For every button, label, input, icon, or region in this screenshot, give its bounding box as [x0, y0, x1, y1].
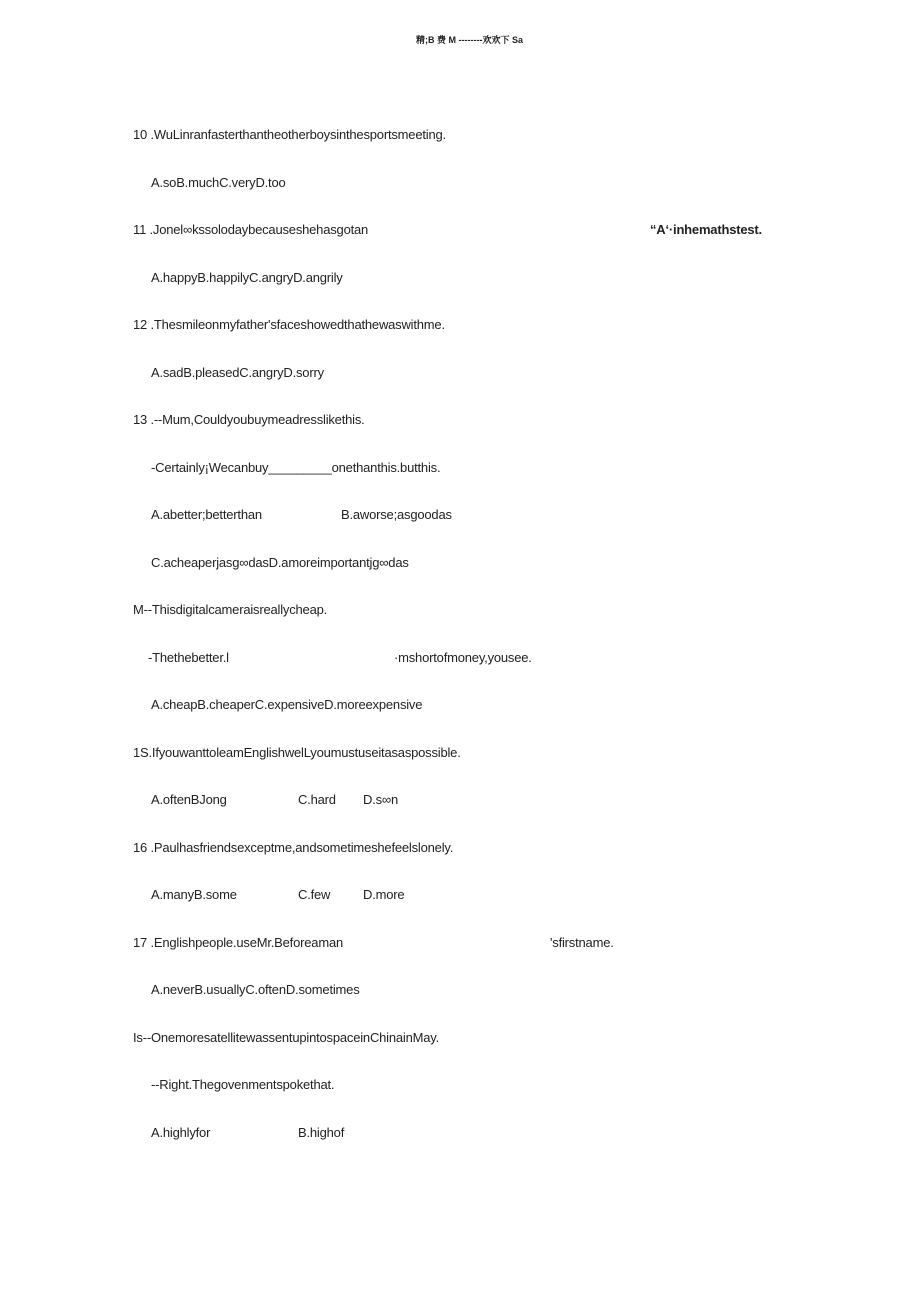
question-13-options-cd: C.acheaperjasg∞dasD.amoreimportantjg∞das	[151, 555, 409, 570]
question-17-options: A.neverB.usuallyC.oftenD.sometimes	[151, 982, 360, 997]
question-13-option-b: B.aworse;asgoodas	[341, 507, 452, 522]
question-13-option-a: A.abetter;betterthan	[151, 507, 262, 522]
question-10-options: A.soB.muchC.veryD.too	[151, 175, 286, 190]
question-14-options: A.cheapB.cheaperC.expensiveD.moreexpensive	[151, 697, 423, 712]
question-11: 11 .Jonel∞kssolodaybecauseshehasgotan	[133, 222, 369, 237]
question-18-option-b: B.highof	[298, 1125, 345, 1140]
question-16-options-ab: A.manyB.some	[151, 887, 237, 902]
question-17-continuation: 'sfirstname.	[550, 935, 614, 950]
question-11-continuation: “A‘·inhemathstest.	[650, 222, 762, 237]
question-15: 1S.IfyouwanttoleamEnglishwelLyoumustuseitasaspossible.	[133, 745, 461, 760]
question-18-reply: --Right.Thegovenmentspokethat.	[151, 1077, 335, 1092]
question-10: 10 .WuLinranfasterthantheotherboysinthesportsmeeting.	[133, 127, 446, 142]
question-15-option-c: C.hard	[298, 792, 336, 807]
question-14: M--Thisdigitalcameraisreallycheap.	[133, 602, 328, 617]
question-14-reply-start: -Thethebetter.l	[148, 650, 229, 665]
question-16-option-c: C.few	[298, 887, 331, 902]
question-16-option-d: D.more	[363, 887, 405, 902]
question-17: 17 .Englishpeople.useMr.Beforeaman	[133, 935, 344, 950]
question-13: 13 .--Mum,Couldyoubuymeadresslikethis.	[133, 412, 365, 427]
question-11-options: A.happyB.happilyC.angryD.angrily	[151, 270, 343, 285]
question-18-option-a: A.highlyfor	[151, 1125, 211, 1140]
question-13-reply: -Certainly¡Wecanbuy_________onethanthis.butthis.	[151, 460, 441, 475]
question-16: 16 .Paulhasfriendsexceptme,andsometimeshefeelslonely.	[133, 840, 454, 855]
question-15-options-ab: A.oftenBJong	[151, 792, 227, 807]
question-14-reply-end: ·mshortofmoney,yousee.	[394, 650, 532, 665]
question-12-options: A.sadB.pleasedC.angryD.sorry	[151, 365, 324, 380]
page-header: 精;B 费 M --------欢欢下 Sa	[416, 35, 523, 45]
question-15-option-d: D.s∞n	[363, 792, 398, 807]
question-18: Is--OnemoresatellitewassentupintospaceinChinainMay.	[133, 1030, 440, 1045]
question-12: 12 .Thesmileonmyfather'sfaceshowedthathewaswithme.	[133, 317, 445, 332]
